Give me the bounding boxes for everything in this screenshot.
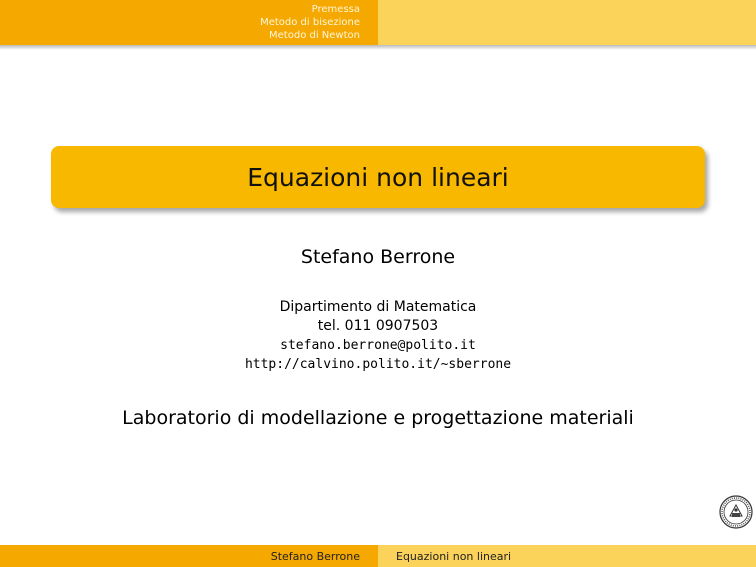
email-link[interactable]: stefano.berrone@polito.it: [280, 338, 476, 353]
nav-item-metodo-newton[interactable]: Metodo di Newton: [269, 30, 360, 41]
footer-title: Equazioni non lineari: [396, 549, 512, 563]
footer-author-panel: [0, 545, 378, 567]
header-right-panel: [378, 0, 756, 45]
phone: tel. 011 0907503: [317, 318, 439, 334]
section-navigation: [0, 0, 378, 45]
footer-author: Stefano Berrone: [270, 549, 360, 563]
department: Dipartimento di Matematica: [279, 299, 477, 315]
author-info: [0, 298, 756, 374]
homepage-link[interactable]: http://calvino.polito.it/~sberrone: [244, 357, 512, 372]
university-seal-icon: [719, 495, 753, 529]
author-name: Stefano Berrone: [300, 246, 456, 268]
presentation-title: Equazioni non lineari: [247, 162, 509, 192]
footer-title-panel: [378, 545, 756, 567]
nav-item-premessa[interactable]: Premessa: [311, 4, 360, 15]
event-name: Laboratorio di modellazione e progettazione materiali: [122, 407, 634, 429]
header-shadow: [0, 45, 756, 50]
footer-bar: [0, 545, 756, 567]
title-box: [51, 146, 705, 208]
header-bar: [0, 0, 756, 45]
nav-item-metodo-bisezione[interactable]: Metodo di bisezione: [260, 17, 360, 28]
